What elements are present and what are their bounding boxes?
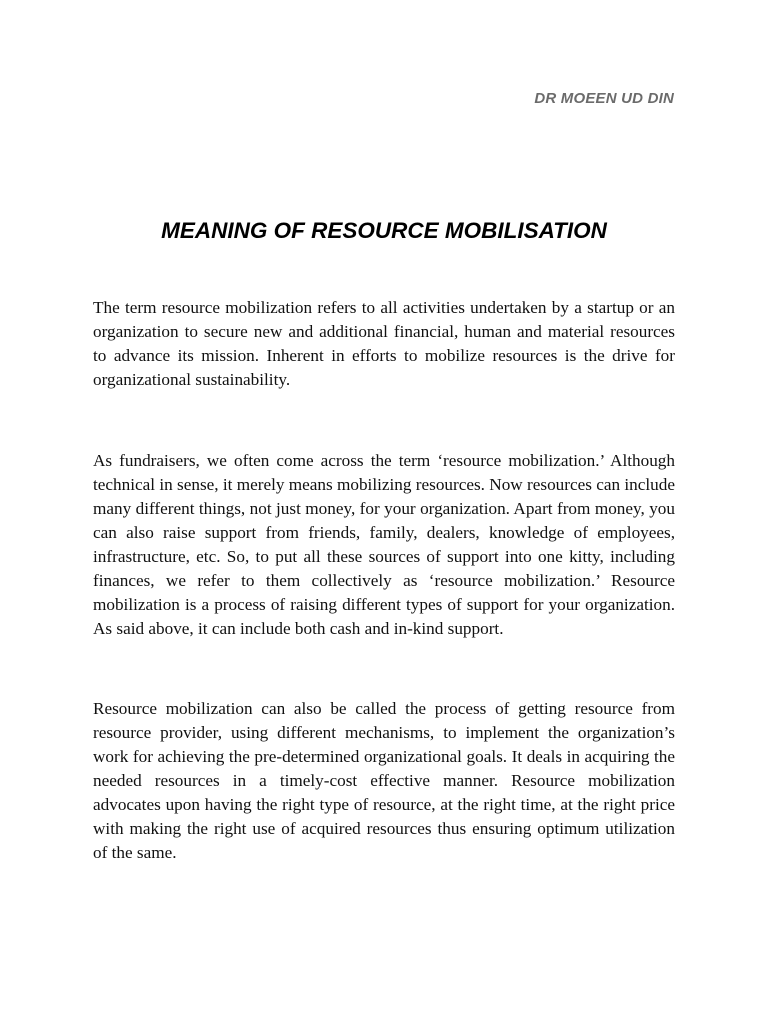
paragraph-process: Resource mobilization can also be called the process of getting resource from resource provider, using different mechanisms, to implement the organization’s work for achieving the pre-determined organizational goals. It deals in acquiring the needed resources in a timely-cost effective manner. Resource mobilization advocates upon having the right type of resource, at the right time, at the right price with making the right use of acquired resources thus ensuring optimum utilization of the same. (93, 699, 675, 862)
author-name: DR MOEEN UD DIN (534, 90, 674, 107)
paragraph-definition: The term resource mobilization refers to all activities undertaken by a startup or an organization to secure new and additional financial, human and material resources to advance its mission. Inherent in efforts to mobilize resources is the drive for organizational sustainability. (93, 298, 675, 389)
paragraph-fundraisers: As fundraisers, we often come across the term ‘resource mobilization.’ Although technical in sense, it merely means mobilizing resources. Now resources can include many different things, not just money, for your organization. Apart from money, you can also raise support from friends, family, dealers, knowledge of employees, infrastructure, etc. So, to put all these sources of support into one kitty, including finances, we refer to them collectively as ‘resource mobilization.’ Resource mobilization is a process of raising different types of support for your organization. As said above, it can include both cash and in-kind support. (93, 451, 675, 638)
page-title: MEANING OF RESOURCE MOBILISATION (161, 218, 607, 243)
